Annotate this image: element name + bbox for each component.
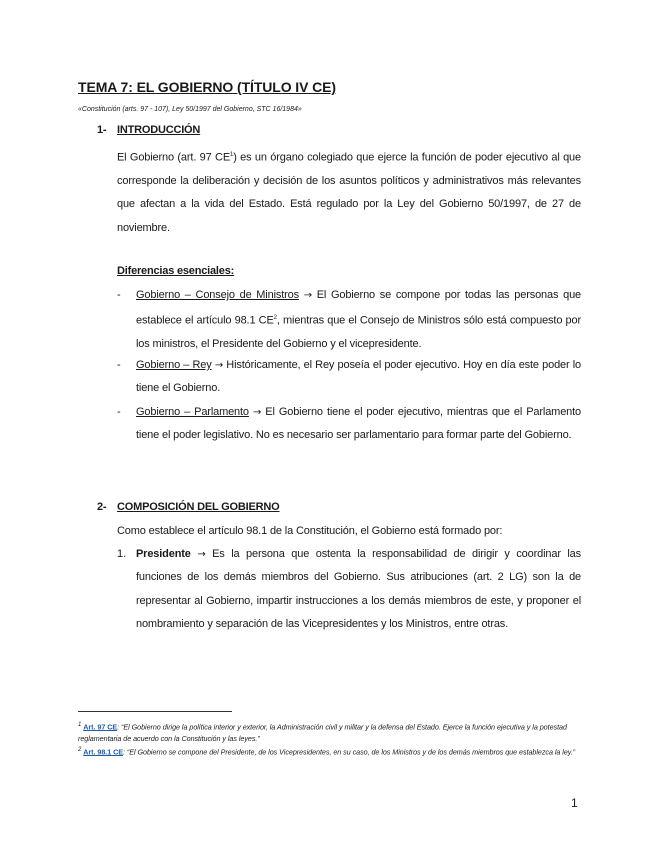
footnote-2 [78,745,583,758]
footnote-text: : “El Gobierno se compone del Presidente, de los Vicepresidentes, en su caso, de los Ministros y de los demás miembros que establezca la ley.” [123,747,576,757]
footnote-ref-1[interactable]: 1 [230,152,234,158]
footnote-1 [78,720,583,744]
footnote-mark: 1 [78,722,82,728]
difference-text: El Gobierno tiene el poder ejecutivo, mientras que el Parlamento tiene el poder legislativo. No es necesario ser parlamentario para formar parte del Gobierno. [136,406,582,442]
document-subtitle: «Constitución (arts. 97 - 107), Ley 50/1997 del Gobierno, STC 16/1984» [78,106,302,113]
difference-label: Gobierno – Consejo de Ministros [136,289,299,301]
differences-heading: Diferencias esenciales: [117,265,235,277]
difference-label: Gobierno – Parlamento [136,406,249,418]
intro-text-a: El Gobierno (art. 97 CE [117,151,231,164]
arrow-icon: → [303,290,312,301]
section-2-label: COMPOSICIÓN DEL GOBIERNO [117,501,280,513]
difference-item-parlamento [136,401,581,448]
intro-paragraph [117,144,581,240]
footnote-link[interactable]: Art. 97 CE [83,722,118,732]
composition-item-presidente [136,543,581,636]
arrow-icon: → [197,549,206,560]
section-1-heading [97,124,200,136]
footnote-mark: 2 [78,747,82,753]
document-title: TEMA 7: EL GOBIERNO (TÍTULO IV CE) [78,79,336,95]
bullet-marker: - [117,359,121,371]
footnote-link[interactable]: Art. 98.1 CE [83,747,123,757]
difference-label: Gobierno – Rey [136,359,212,371]
difference-item-consejo [136,284,581,357]
footnote-ref-2[interactable]: 2 [273,315,277,322]
difference-text: El Gobierno se compone por todas las personas que establece el artículo 98.1 CE [136,289,581,327]
composition-label: Presidente [136,548,191,560]
composition-intro: Como establece el artículo 98.1 de la Constitución, el Gobierno está formado por: [117,525,503,537]
arrow-icon: → [214,360,224,371]
section-1-number: 1- [97,124,107,136]
difference-text: , mientras que el Consejo de Ministros sólo está compuesto por los ministros, el Presidente del Gobierno y el vicepresidente. [136,314,581,351]
composition-text: Es la persona que ostenta la responsabilidad de dirigir y coordinar las funciones de los demás miembros del Gobierno. Sus atribuciones (art. 2 LG) son la de representar al Gobierno, impartir instrucciones a los demás miembros de este, y proponer el nombramiento y separación de las Vicepresidentes y los Ministros, entre otras. [136,548,582,630]
footnote-divider [78,711,232,712]
footnote-text: : “El Gobierno dirige la política interior y exterior, la Administración civil y militar y la defensa del Estado. Ejerce la función ejecutiva y la potestad reglamentaria de acuerdo con la Constitución y las leyes.” [78,722,567,743]
bullet-marker: - [117,406,121,418]
difference-text: Históricamente, el Rey poseía el poder ejecutivo. Hoy en día este poder lo tiene el Gobierno. [136,359,581,395]
section-2-number: 2- [97,501,107,513]
section-1-label: INTRODUCCIÓN [117,124,201,136]
list-number: 1. [117,548,127,560]
bullet-marker: - [117,289,121,301]
section-2-heading [97,501,279,513]
arrow-icon: → [252,407,262,418]
page-number: 1 [571,796,578,810]
intro-text-b: ) es un órgano colegiado que ejerce la función de poder ejecutivo al que corresponde la deliberación y decisión de los asuntos políticos y administrativos más relevantes que afectan a la vida del Estado. Está regulado por la Ley del Gobierno 50/1997, de 27 de noviembre. [117,151,581,234]
difference-item-rey [136,354,581,401]
